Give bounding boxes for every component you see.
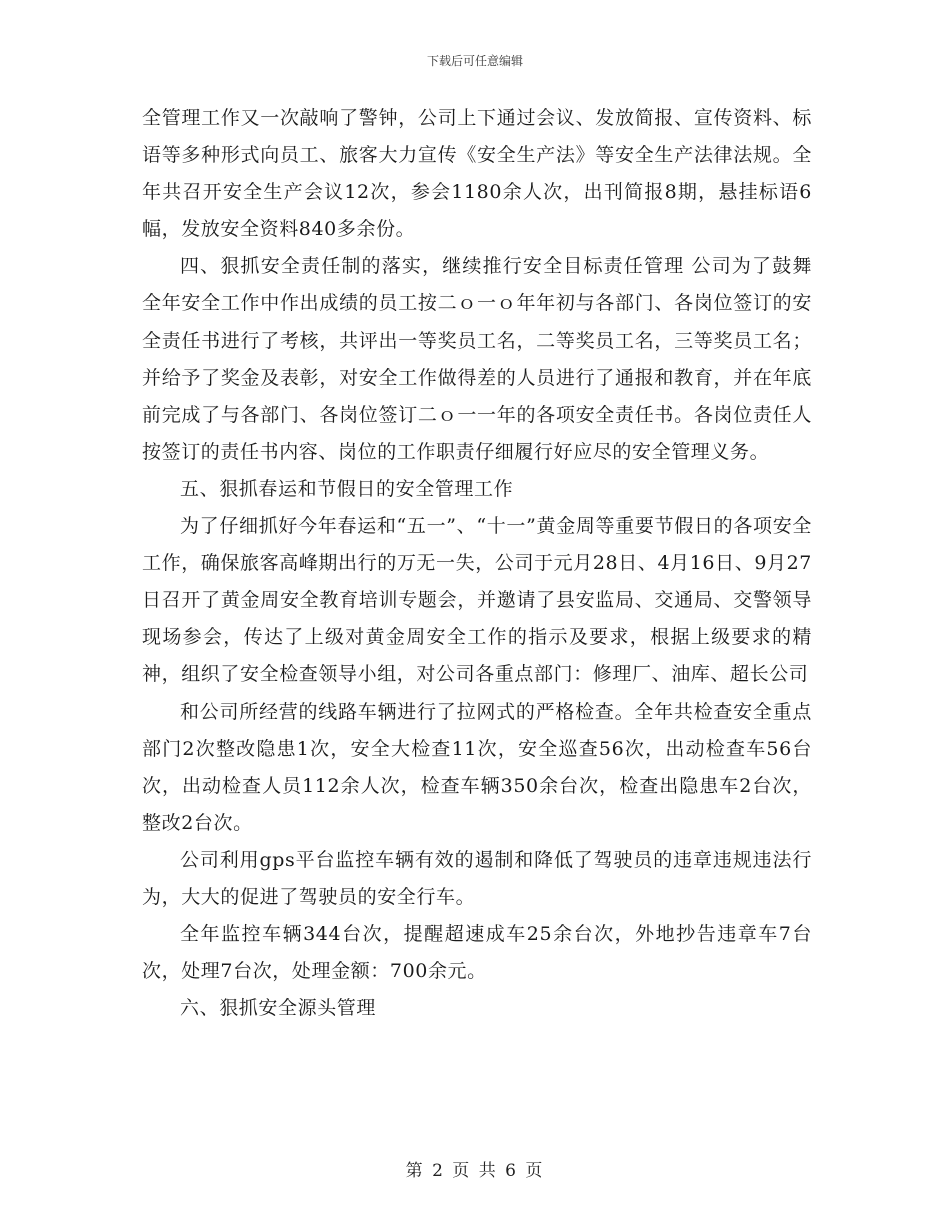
paragraph: 为了仔细抓好今年春运和“五一”、“十一”黄金周等重要节假日的各项安全工作，确保旅客高峰期出行的万无一失，公司于元月28日、4月16日、9月27日召开了黄金周安全教育培训专题会，并邀请了县安监局、交通局、交警领导现场参会，传达了上级对黄金周安全工作的指示及要求，根据上级要求的精神，组织了安全检查领导小组，对公司各重点部门：修理厂、油库、超长公司 [142, 515, 812, 686]
paragraph: 全年监控车辆344台次，提醒超速成车25余台次，外地抄告违章车7台次，处理7台次，处理金额：700余元。 [142, 923, 812, 983]
page-header-note: 下载后可任意编辑 [426, 54, 523, 68]
section-heading-5: 五、狠抓春运和节假日的安全管理工作 [180, 477, 514, 500]
section-heading-4-paragraph: 四、狠抓安全责任制的落实，继续推行安全目标责任管理 公司为了鼓舞全年安全工作中作出成绩的员工按二ｏ一ｏ年年初与各部门、各岗位签订的安全责任书进行了考核，共评出一等奖员工名，二等奖员工名，三等奖员工名；并给予了奖金及表彰，对安全工作做得差的人员进行了通报和教育，并在年底前完成了与各部门、各岗位签订二ｏ一一年的各项安全责任书。各岗位责任人按签订的责任书内容、岗位的工作职责仔细履行好应尽的安全管理义务。 [142, 255, 812, 463]
paragraph: 全管理工作又一次敲响了警钟，公司上下通过会议、发放简报、宣传资料、标语等多种形式向员工、旅客大力宣传《安全生产法》等安全生产法律法规。全年共召开安全生产会议12次，参会1180余人次，出刊简报8期，悬挂标语6幅，发放安全资料840多余份。 [142, 107, 812, 241]
document-body [142, 100, 812, 1027]
page-number-footer: 第 2 页 共 6 页 [405, 1161, 545, 1181]
paragraph: 公司利用gps平台监控车辆有效的遏制和降低了驾驶员的违章违规违法行为，大大的促进了驾驶员的安全行车。 [142, 848, 812, 908]
paragraph: 和公司所经营的线路车辆进行了拉网式的严格检查。全年共检查安全重点部门2次整改隐患1次，安全大检查11次，安全巡查56次，出动检查车56台次，出动检查人员112余人次，检查车辆350余台次，检查出隐患车2台次，整改2台次。 [142, 700, 812, 834]
section-heading-6: 六、狠抓安全源头管理 [180, 997, 377, 1020]
